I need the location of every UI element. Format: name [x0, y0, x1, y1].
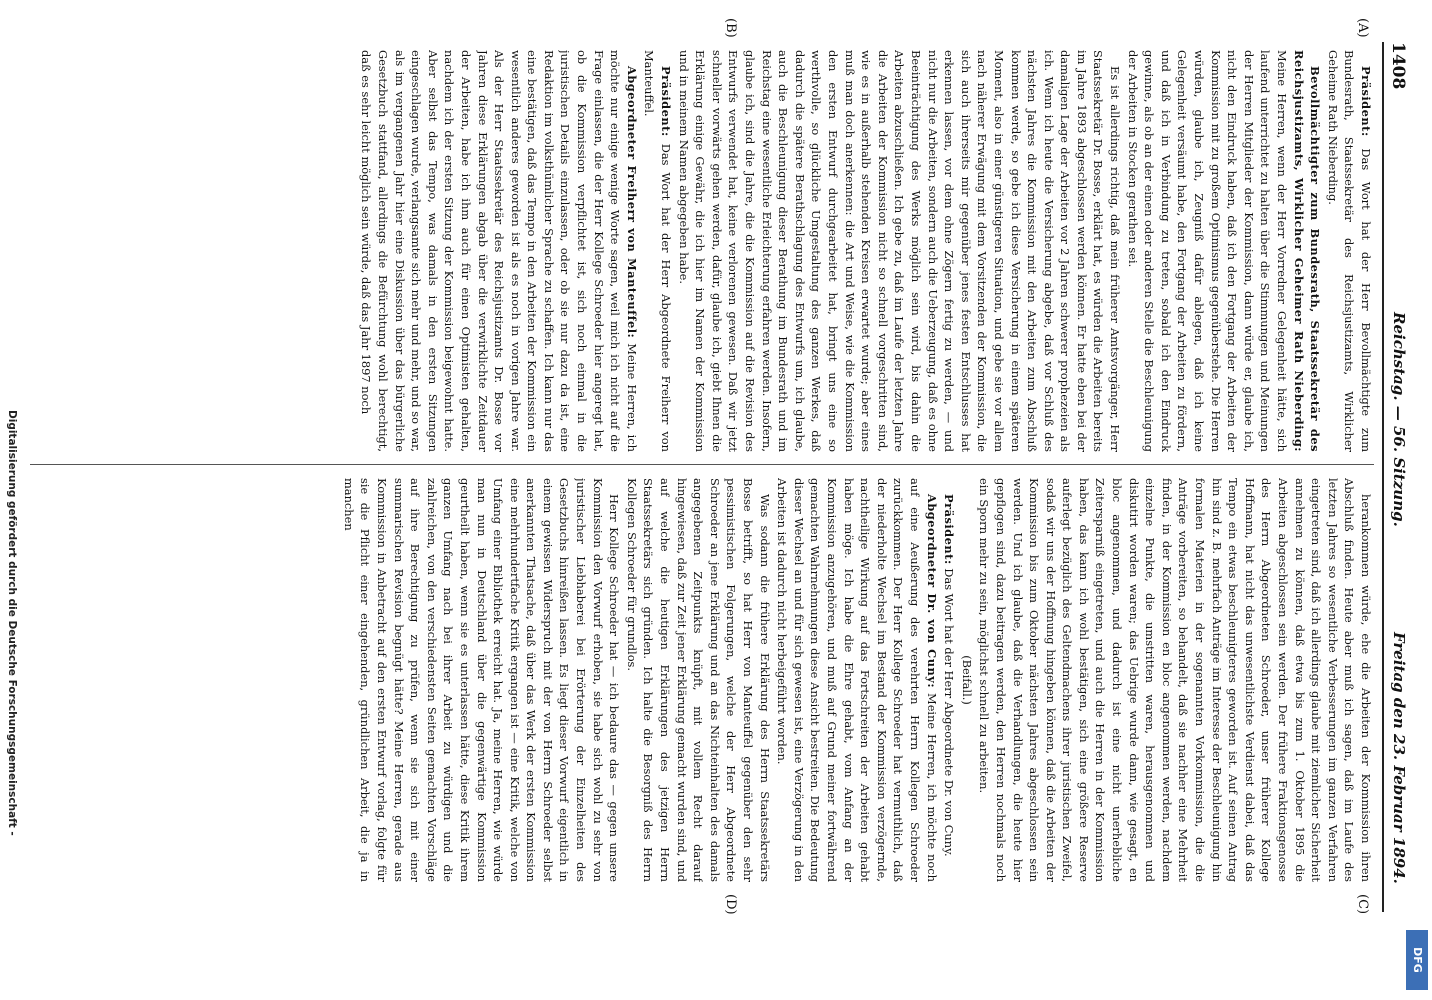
paragraph-text: Meine Herren, ich möchte noch auf eine Aeußerung des verehrten Herrn Kollegen Schroeder zurückkommen. Der Herr Kollege Schroeder hat vermuthlich, daß der niederholte Wechsel im Bestand der Kommission verzögernde, nachtheilige Wirkung auf das Fortschreiten der Arbeiten gehabt haben möge. Ich habe die Ehre gehabt, vom Anfang an der Kommission anzugehören, und muß auf Grund meiner fortwährend gemachten Wahrnehmungen diese Ansicht bestreiten. Die Bedeutung dieser Wechsel an und für sich gewesen ist, eine Verzögerung in den Arbeiten ist dadurch nicht herbeigeführt worden. — [775, 478, 939, 882]
session-date: Freitag den 23. Februar 1894. — [1390, 632, 1408, 884]
paragraph-text: Es ist allerdings richtig, daß mein früherer Amtsvorgänger, Herr Staatssekretär Dr. Bosse, erklärt hat, es würden die Arbeiten bereits im Jahre 1893 abgeschlossen werden können. Er hatte eben bei der damaligen Lage der Arbeiten vor 2 Jahren schwerer prophezeien als ich. Wenn ich heute die Versicherung abgebe, daß vor Schluß des nächsten Jahres die Kommission mit den Arbeiten zum Abschluß kommen werde, so gebe ich diese Versicherung in einem späteren Moment, also in einer günstigeren Situation, und gebe sie vor allem nach näherer Erwägung mit dem Vorsitzenden der Kommission, die sich auch ihrerseits mir gegenüber jenes festen Entschlusses hat erkennen lassen, vor dem ohne Zögern fertig zu werden, — und nicht nur die Arbeiten, sondern auch die Ueberzeugung, daß es ohne Beeinträchtigung des Werks möglich sein wird, bis dahin die Arbeiten abzuschließen. Ich gebe zu, daß im Laufe der letzten Jahre die Arbeiten der Kommission nicht so schnell vorgeschritten sind, wie es in außerhalb stehenden Kreisen erwartet wurde; aber eines muß man doch anerkennen: die Art und Weise, wie die Kommission den ersten Entwurf durchgearbeitet hat, bringt uns eine so werthvolle, so glückliche Umgestaltung des ganzen Werkes, daß dadurch die spätere Berathschlagung des Entwurfs um, ich glaube, auch die Beschleunigung dieser Berathung im Bundesrath und im Reichstag eine wesentliche Erleichterung erfahren werden. Insofern, glaube ich, sind die Jahre, die die Kommission auf die Revision des Entwurfs verwendet hat, keine verlorenen gewesen. Daß wir jetzt schneller vorwärts gehen werden, dafür, glaube ich, giebt Ihnen die Erklärung einige Gewähr, die ich hier im Namen der Kommission und in meinem Namen abgegeben habe. — [676, 50, 1123, 452]
paragraph-text: Das Wort hat der Herr Abgeordnete Freiherr von Manteuffel. — [642, 50, 674, 452]
margin-marker-b: (B) — [723, 18, 738, 38]
paragraph-text: Das Wort hat der Herr Abgeordnete Dr. von Cuny. — [942, 568, 957, 857]
paragraph — [1324, 50, 1374, 452]
paragraph — [774, 478, 940, 882]
digitization-credit: Digitalisierung gefördert durch die Deutsche Forschungsgemeinschaft - — [6, 410, 18, 836]
left-text-column — [30, 50, 1374, 452]
paragraph — [675, 50, 1123, 452]
dfg-logo: DFG — [1406, 930, 1428, 990]
paragraph-text: herankommen würde, ehe die Arbeiten der Kommission ihren Abschluß finden. Heute aber muß ich sagen, daß im Laufe des letzten Jahres so wesentliche Verbesserungen im ganzen Verfahren eingetreten sind, daß ich allerdings glaube mit ziemlicher Sicherheit annehmen zu können, daß etwa bis zum 1. Oktober 1895 die Arbeiten abgeschlossen sein werden. Der frühere Fraktionsgenosse des Herrn Abgeordneten Schroeder, unser früherer Kollege Hoffmann, hat nicht das unwesentlichste Verdienst dabei, daß das Tempo ein etwas beschleunigteres geworden ist. Auf seinen Antrag hin sind z. B. mehrfach Anträge im Interesse der Beschleunigung hin formalen Materien in der sogenannten Vorkommission, die die Anträge vorbereiten, so behandelt, daß sie nachher eine Mehrheit finden, in der Kommission en bloc angenommen werden, nachdem einzelne Punkte, die umstritten waren, herausgenommen und diskutirt worden waren; das Uebrige wurde dann, wie gesagt, en bloc angenommen, und dadurch ist eine nicht unerhebliche Zeitersparniß eingetreten, und auch die Herren in der Kommission haben, das kann ich wohl bestätigen, sich eine größere Reserve auferlegt bezüglich des Geltendmachens ihrer juristischen Zweifel, sodaß wir uns der Hoffnung hingeben können, daß die Arbeiten der Kommission bis zum Oktober nächsten Jahres abgeschlossen sein werden. Und ich glaube, daß die Verhandlungen, die heute hier gepflogen sind, dazu beitragen werden, den Herren nochmals noch ein Sporn mehr zu sein, möglichst schnell zu arbeiten. — [977, 478, 1373, 882]
paragraph — [623, 478, 772, 882]
speaker-name: Bevollmächtigter zum Bundesrath, Staatssekretär des Reichsjustizamts, Wirklicher Geheimer Rath Nieberding: — [1291, 50, 1323, 452]
right-text-column — [30, 478, 1374, 882]
speaker-name: Präsident: — [942, 494, 957, 565]
page-number: 1408 — [1388, 42, 1408, 90]
paragraph — [1124, 50, 1323, 452]
margin-marker-a: (A) — [1355, 18, 1370, 38]
paragraph-text: Meine Herren, ich möchte nur einige wenige Worte sagen, weil mich ich nicht auf die Frage einlassen, die der Herr Kollege Schroeder hier angeregt hat, ob die Kommission verpflichtet ist, sich noch einmal in die juristischen Details einzulassen, oder ob sie nur dazu da ist, eine Redaktion im volksthümlicher Sprache zu schaffen. Ich kann nur das eine bestätigen, daß das Tempo in den Arbeiten der Kommission ein wesentlich anderes geworden ist als es noch in vorigen Jahre war. Als der Herr Staatssekretär des Reichsjustizamts Dr. Bosse vor Jahren diese Erklärungen abgab über die verwirklichte Zeitdauer der Arbeiten, habe ich ihm auch für einen Optimisten gehalten, nachdem ich der ersten Sitzung der Kommission beigewohnt hatte. Aber selbst das Tempo, was damals in den ersten Sitzungen eingeschlagen wurde, verlangsamte sich mehr und mehr, und so war, als im vergangenen Jahr hier eine Diskussion über das bürgerliche Gesetzbuch stattfand, allerdings die Befürchtung wohl berechtigt, daß es sehr leicht möglich sein würde, daß das Jahr 1897 noch — [359, 50, 639, 452]
paragraph-text: Meine Herren, wenn der Herr Vorredner Gelegenheit hätte, sich laufend unterrichtet zu halten über die Stimmungen und Meinungen der Herren Mitglieder der Kommission, dann würde er, glaube ich, nicht den Eindruck haben, daß ich den Fortgang der Arbeiten der Kommission mit zu großem Optimismus gegenüberstehe. Die Herren würden, glaube ich, Zeugniß dafür ablegen, daß ich keine Gelegenheit versäumt habe, den Fortgang der Arbeiten zu fördern, und daß ich in Verbindung zu treten, sobald ich den Eindruck gewinne, als ob an der einen oder anderen Stelle die Beschleunigung der Arbeiten in Stocken gerathen sei. — [1125, 50, 1290, 452]
paragraph — [340, 478, 622, 882]
margin-marker-d: (D) — [723, 894, 738, 915]
paragraph — [641, 50, 674, 452]
session-title: Reichstag. — 56. Sitzung. — [1390, 312, 1408, 527]
paragraph — [358, 50, 640, 452]
running-header — [1382, 42, 1418, 912]
paragraph-text: Das Wort hat der Herr Bevollmächtigte zum Bundesrath, Staatssekretär des Reichsjustizamts, Wirklicher Geheime Rath Nieberding. — [1325, 50, 1373, 452]
paragraph-text: Was sodann die frühere Erklärung des Herrn Staatssekretärs Bosse betrifft, so hat Herr von Manteuffel gegenüber den sehr pessimistischen Folgerungen, welche der Herr Abgeordnete Schroeder an jene Erklärung und an das Nichteinhalten des damals angegebenen Zeitpunkts knüpft, mit vollem Recht darauf hingewiesen, daß zur Zeit jener Erklärung gemacht wurden sind, und auf welche die heutigen Erklärungen des jetzigen Herrn Staatssekretärs sich gründen. Ich halte die Besorgniß des Herrn Kollegen Schroeder für grundlos. — [624, 478, 772, 882]
paragraph — [941, 478, 958, 882]
speaker-name: Abgeordneter Freiherr von Manteuffel: — [624, 66, 639, 339]
speaker-name: Präsident: — [659, 66, 674, 137]
column-divider — [30, 464, 1374, 465]
speaker-name: Präsident: — [1359, 66, 1373, 137]
paragraph-text: Herr Kollege Schroeder hat — ich bedaure das — gegen unsere Kommission den Vorwurf erhoben, sie habe sich wohl zu sehr von juristischer Liebhaberei bei Erörterung der Einzelheiten des Gesetzbuchs hinreißen lassen. Es liegt dieser Vorwurf eigentlich in einem gewissen Widerspruch mit der von Herrn Schroeder selbst anerkannten Thatsache, daß über das Werk der ersten Kommission eine mehrhundertfache Kritik ergangen ist — eine Kritik, welche von Umfang einer Bibliothek erreicht hat. Ja, meine Herren, wie würde man nun in Deutschland über die gegenwärtige Kommission geurtheilt haben, wenn sie es unterlassen hätte, diese Kritik ihrem ganzen Umfang nach bei ihrer Arbeit zu würdigen und die zahlreichen, von den verschiedensten Seiten gemachten Vorschläge auf ihre Berechtigung zu prüfen, wenn sie sich mit einer summarischen Revision begnügt hätte? Meine Herren, gerade aus Kommission in Anbetracht auf den ersten Entwurf vorlag, folgte für sie die Pflicht einer eingehenden, gründlichen Arbeit, die ja in manchen — [341, 478, 622, 882]
applause-note: (Beifall.) — [959, 655, 974, 705]
speaker-name: Abgeordneter Dr. von Cuny: — [924, 494, 939, 689]
margin-marker-c: (C) — [1355, 894, 1370, 915]
paragraph — [976, 478, 1374, 882]
